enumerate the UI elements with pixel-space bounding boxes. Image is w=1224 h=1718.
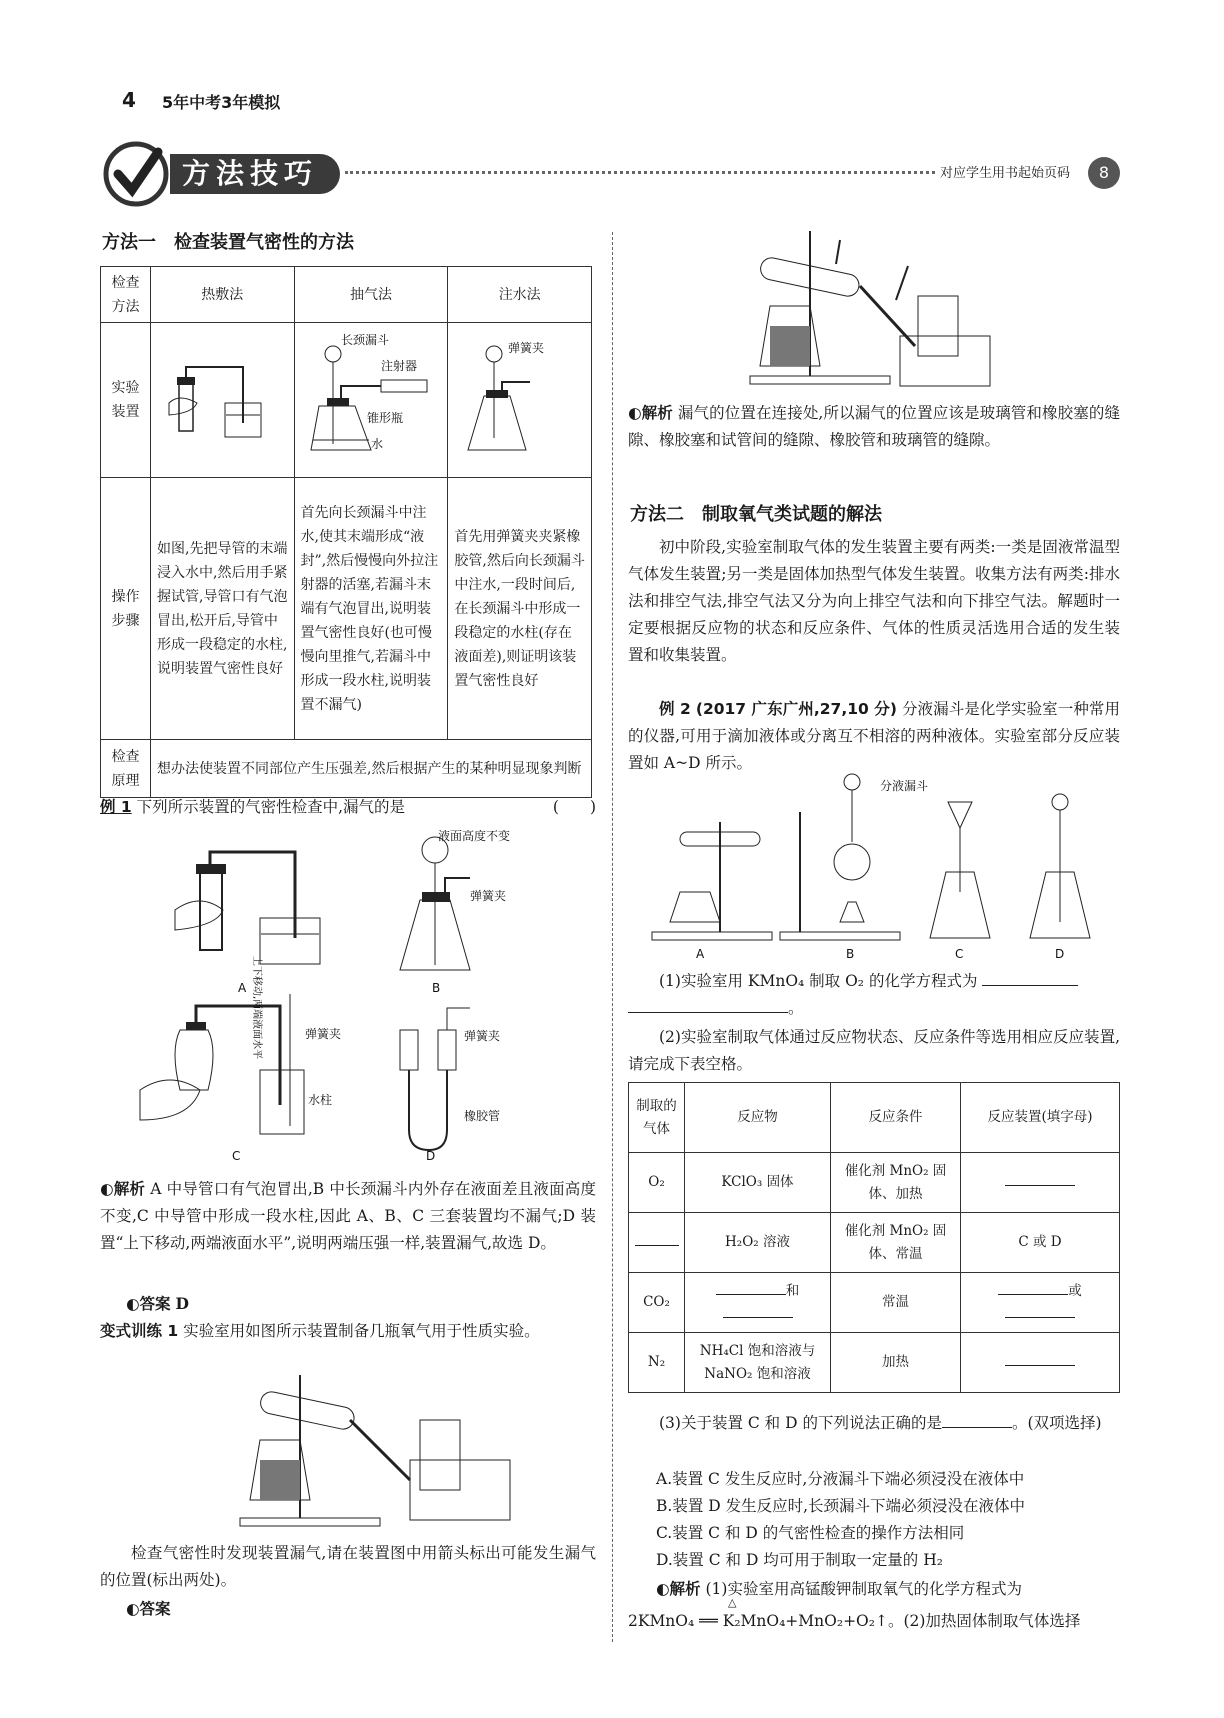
example2-text: 分液漏斗是化学实验室一种常用的仪器,可用于滴加液体或分离互不相溶的两种液体。实验室部分反应装置如 A~D 所示。 [628,700,1120,772]
t2-cell [961,1153,1120,1213]
column-divider [612,232,613,1642]
option-a[interactable]: A.装置 C 发生反应时,分液漏斗下端必须浸没在液体中 [656,1470,1025,1488]
row-header: 检查原理 [101,740,151,798]
example1-tag: 例 1 [100,798,132,816]
analysis-text: (1)实验室用高锰酸钾制取氧气的化学方程式为 [705,1580,1022,1598]
example2-source: (2017 广东广州,27,10 分) [695,700,897,718]
steps-cell: 首先用弹簧夹夹紧橡胶管,然后向长颈漏斗中注水,一段时间后,在长颈漏斗中形成一段稳定的水柱(存在液面差),则证明该装置气密性良好 [448,478,592,740]
method1-table [100,266,592,798]
t2-cell: KClO₃ 固体 [685,1153,831,1213]
example1-analysis [100,1176,596,1257]
example2-analysis [656,1576,1120,1603]
pump-diagram-cell [294,323,448,478]
t2-and: 和 [785,1282,800,1299]
banner-title: 方法技巧 [170,154,340,194]
q3-blank[interactable] [942,1414,1012,1428]
equation-text: 2KMnO₄ ══ K₂MnO₄+MnO₂+O₂↑ [628,1612,888,1630]
steps-cell: 首先向长颈漏斗中注水,使其末端形成“液封”,然后慢慢向外拉注射器的活塞,若漏斗末端有气泡冒出,说明装置气密性良好(也可慢慢向里推气,若漏斗中形成一段水柱,说明装置不漏气) [294,478,448,740]
principle-cell: 想办法使装置不同部位产生压强差,然后根据产生的某种明显现象判断 [151,740,592,798]
t2-blank[interactable] [635,1232,679,1246]
equation-condition: △ [728,1596,737,1609]
label-funnel: 长颈漏斗 [340,333,389,347]
page-ref-label: 对应学生用书起始页码 [940,166,1071,181]
example2-q3 [628,1410,1120,1437]
pump-method-diagram [301,326,441,466]
example2-equation [628,1608,1120,1635]
t2-blank[interactable] [716,1281,786,1295]
example1-text: 下列所示装置的气密性检查中,漏气的是 [136,798,406,816]
fig-label-clamp3: 弹簧夹 [464,1029,501,1043]
answer-tag: ◐答案 [126,1600,171,1618]
variant1-question [100,1318,596,1345]
analysis-tag: ◐解析 [100,1180,146,1198]
heat-diagram-cell [151,323,295,478]
fig-label-D: D [426,1149,436,1163]
fig-label-column: 水柱 [308,1093,333,1107]
analysis-tag: ◐解析 [628,404,673,422]
fig-label-tube: 橡胶管 [464,1109,501,1123]
variant1-analysis [628,400,1120,454]
answer-bracket: ( ) [552,798,596,816]
example2-tag: 例 2 [659,700,691,718]
fig-label-level: 液面高度不变 [438,830,511,843]
analysis-text: 漏气的位置在连接处,所以漏气的位置应该是玻璃管和橡胶塞的缝隙、橡胶塞和试管间的缝隙、橡胶管和玻璃管的缝隙。 [628,404,1120,449]
fig-label-clamp2: 弹簧夹 [305,1027,342,1041]
table-corner: 检查方法 [101,267,151,323]
water-method-diagram [454,326,584,466]
example2-q1 [628,968,1120,1022]
t2-or: 或 [1068,1282,1082,1299]
t2-cell: N₂ [629,1333,685,1393]
t2-header: 反应物 [685,1083,831,1153]
label-flask: 锥形瓶 [366,411,403,425]
t2-header: 反应装置(填字母) [961,1083,1120,1153]
steps-cell: 如图,先把导管的末端浸入水中,然后用手紧握试管,导管口有气泡冒出,松开后,导管中形成一段稳定的水柱,说明装置气密性良好 [151,478,295,740]
example1-figures [120,830,600,1170]
fig-funnel: 分液漏斗 [880,779,929,793]
method1-title: 方法一 检查装置气密性的方法 [102,232,354,253]
t2-cell: 常温 [831,1273,961,1333]
option-c[interactable]: C.装置 C 和 D 的气密性检查的操作方法相同 [656,1524,965,1542]
variant1-figure [230,1370,530,1530]
t2-cell [685,1273,831,1333]
col-header: 热敷法 [151,267,295,323]
row-header: 实验装置 [101,323,151,478]
variant1-text2: 检查气密性时发现装置漏气,请在装置图中用箭头标出可能发生漏气的位置(标出两处)。 [100,1544,596,1589]
fig-D: D [1055,947,1065,961]
heat-method-diagram [157,331,287,461]
t2-cell: NH₄Cl 饱和溶液与 NaNO₂ 饱和溶液 [685,1333,831,1393]
example2-table [628,1082,1120,1393]
q1-blank-2[interactable] [628,999,788,1013]
method2-intro: 初中阶段,实验室制取气体的发生装置主要有两类:一类是固液常温型气体发生装置;另一类是固体加热型气体发生装置。收集方法有两类:排水法和排空气法,排空气法又分为向上排空气法和向下排空气法。解题时一定要根据反应物的状态和反应条件、气体的性质灵活选用合适的发生装置和收集装置。 [628,538,1120,664]
t2-cell: C 或 D [961,1213,1120,1273]
t2-blank[interactable] [1005,1352,1075,1366]
t2-cell: 催化剂 MnO₂ 固体、加热 [831,1153,961,1213]
page-ref-badge: 8 [1088,157,1120,189]
fig-label-B: B [432,981,441,995]
col-header: 抽气法 [294,267,448,323]
variant1-text: 实验室用如图所示装置制备几瓶氧气用于性质实验。 [183,1322,540,1340]
answer-value: D [175,1294,189,1313]
book-title: 5年中考3年模拟 [162,93,281,112]
t2-blank[interactable] [998,1281,1068,1295]
checkmark-icon [100,140,180,210]
water-diagram-cell [448,323,592,478]
label-water: 水 [370,437,383,451]
example2-figures [640,762,1110,962]
label-syringe: 注射器 [380,359,417,373]
answer-tag: ◐答案 [126,1295,171,1313]
label-clamp: 弹簧夹 [508,341,545,355]
analysis-tail: 。(2)加热固体制取气体选择 [887,1612,1081,1630]
variant1-answer-figure [740,226,1000,406]
fig-B: B [846,947,855,961]
t2-cell: 加热 [831,1333,961,1393]
q3-text: (3)关于装置 C 和 D 的下列说法正确的是 [659,1414,942,1432]
t2-cell: CO₂ [629,1273,685,1333]
t2-cell [629,1213,685,1273]
method2-title: 方法二 制取氧气类试题的解法 [630,504,882,525]
example1-question [100,794,596,821]
t2-cell: H₂O₂ 溶液 [685,1213,831,1273]
variant1-answer [126,1596,171,1623]
example1-answer [126,1290,189,1318]
q1-blank[interactable] [982,972,1078,986]
t2-blank[interactable] [723,1304,793,1318]
q3-end: 。(双项选择) [1011,1414,1102,1432]
col-header: 注水法 [448,267,592,323]
q1-text: (1)实验室用 KMnO₄ 制取 O₂ 的化学方程式为 [659,972,978,990]
fig-label-A: A [238,981,247,995]
t2-header: 制取的气体 [629,1083,685,1153]
example2-q2: (2)实验室制取气体通过反应物状态、反应条件等选用相应反应装置,请完成下表空格。 [628,1028,1120,1073]
banner-dots [345,171,935,174]
option-b[interactable]: B.装置 D 发生反应时,长颈漏斗下端必须浸没在液体中 [656,1497,1026,1515]
row-header: 操作步骤 [101,478,151,740]
t2-cell [961,1273,1120,1333]
t2-blank[interactable] [1005,1304,1075,1318]
variant1-tag: 变式训练 1 [100,1322,179,1340]
q1-end: 。 [788,999,804,1017]
option-d[interactable]: D.装置 C 和 D 均可用于制取一定量的 H₂ [656,1551,943,1569]
t2-cell: 催化剂 MnO₂ 固体、常温 [831,1213,961,1273]
t2-header: 反应条件 [831,1083,961,1153]
example2-options [656,1466,1120,1574]
fig-A: A [696,947,705,961]
fig-C: C [955,947,964,961]
page-number: 4 [122,88,136,112]
analysis-tag: ◐解析 [656,1580,701,1598]
fig-label-C: C [232,1149,241,1163]
t2-cell: O₂ [629,1153,685,1213]
fig-label-move: 上下移动,两端液面水平 [251,956,262,1060]
analysis-text: A 中导管口有气泡冒出,B 中长颈漏斗内外存在液面差且液面高度不变,C 中导管中形成一段水柱,因此 A、B、C 三套装置均不漏气;D 装置“上下移动,两端液面水平”,说明两端压强一样,装置漏气,故选 D。 [100,1180,596,1252]
fig-label-clamp: 弹簧夹 [470,889,507,903]
t2-blank[interactable] [1005,1172,1075,1186]
t2-cell [961,1333,1120,1393]
